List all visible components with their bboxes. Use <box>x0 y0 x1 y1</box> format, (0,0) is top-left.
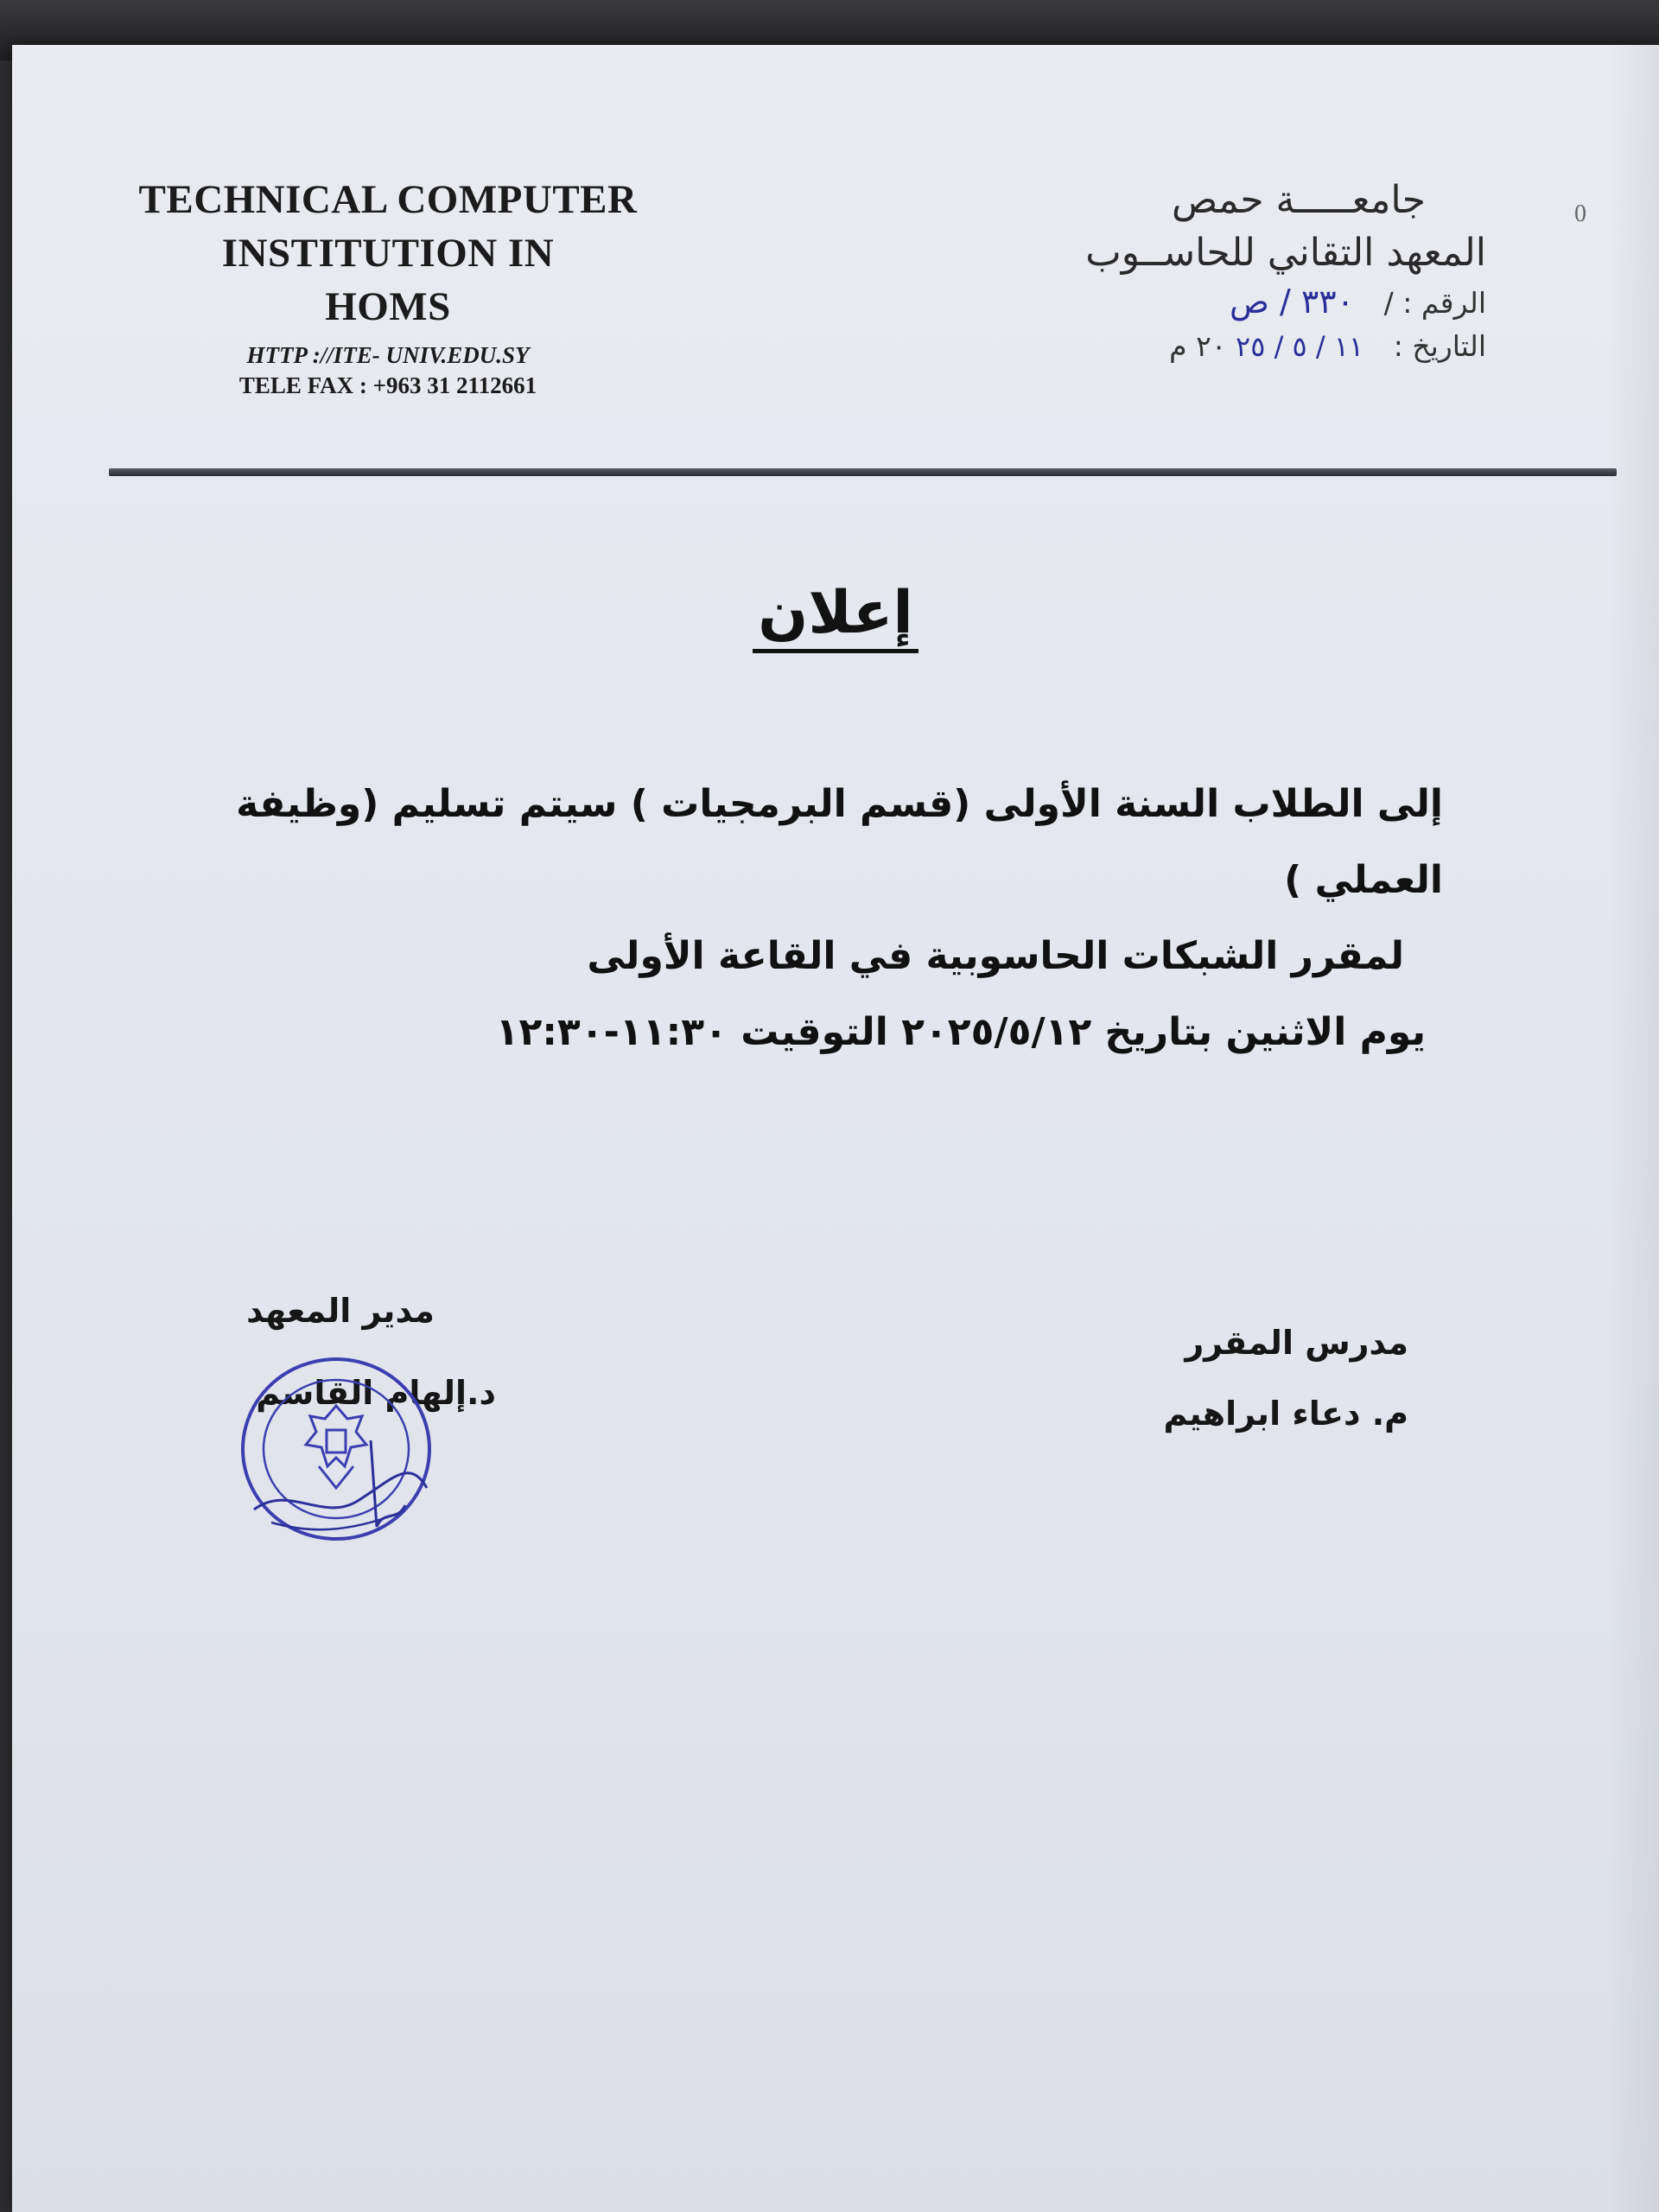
director-name: د.إلهام القاسم <box>256 1374 496 1412</box>
institution-name-line-2: INSTITUTION IN <box>221 231 555 276</box>
announcement-title <box>12 579 1659 647</box>
document-page <box>12 45 1659 2212</box>
institution-header-english <box>107 173 669 399</box>
teacher-role: مدرس المقرر <box>1185 1324 1408 1362</box>
announcement-body <box>190 766 1443 1071</box>
institution-name-line-3: HOMS <box>325 284 451 329</box>
reference-label: الرقم : / <box>1383 286 1486 320</box>
body-line-1: إلى الطلاب السنة الأولى (قسم البرمجيات ) سيتم تسليم (وظيفة العملي ) <box>236 782 1443 902</box>
institution-name-line-1: TECHNICAL COMPUTER <box>138 177 638 222</box>
page-shadow <box>1607 45 1659 2212</box>
reference-number-row <box>950 280 1486 325</box>
body-line-3: يوم الاثنين بتاريخ ٢٠٢٥/٥/١٢ التوقيت ١١:٣٠-١٢:٣٠ <box>495 1010 1426 1054</box>
university-name: جامعـــــة حمص <box>1172 178 1426 222</box>
date-row <box>950 325 1486 368</box>
institution-header-arabic <box>950 175 1486 368</box>
official-stamp-icon <box>219 1337 453 1561</box>
institution-fax: TELE FAX : +963 31 2112661 <box>238 372 537 398</box>
teacher-name: م. دعاء ابراهيم <box>1163 1395 1408 1433</box>
date-year-suffix: ٢٠ م <box>1169 329 1227 363</box>
institution-website: HTTP ://ITE- UNIV.EDU.SY <box>246 342 530 368</box>
date-label: التاريخ : <box>1393 329 1486 363</box>
corner-mark: 0 <box>1574 200 1586 227</box>
institute-name: المعهد التقاني للحاســوب <box>1085 231 1486 275</box>
body-line-2: لمقرر الشبكات الحاسوبية في القاعة الأولى <box>587 934 1404 978</box>
director-role: مدير المعهد <box>246 1292 435 1330</box>
date-handwritten-value: ١١ / ٥ / ٢٥ <box>1236 330 1364 363</box>
header-divider <box>109 468 1617 476</box>
announcement-title-text: إعلان <box>753 579 918 653</box>
reference-handwritten-value: ٣٣٠ / ص <box>1229 283 1355 321</box>
teacher-signature-block <box>1097 1315 1408 1441</box>
